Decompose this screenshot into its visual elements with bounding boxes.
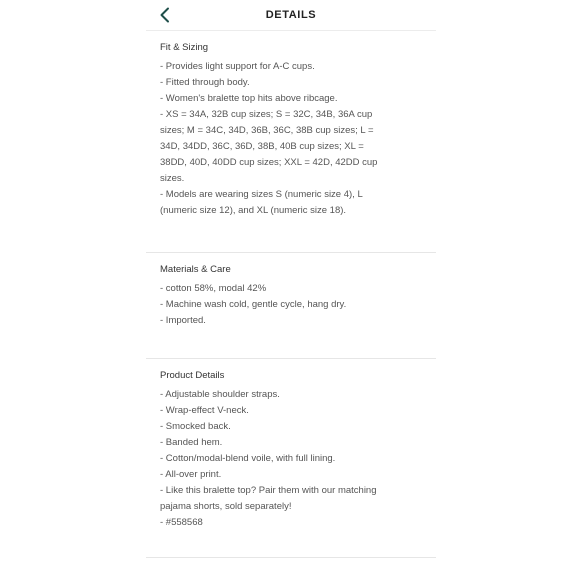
detail-line: - Cotton/modal-blend voile, with full lining. <box>160 453 336 464</box>
fit-and-sizing-section <box>146 31 436 253</box>
detail-line: - cotton 58%, modal 42% <box>160 283 267 294</box>
detail-line: 34D, 34DD, 36C, 36D, 38B, 40B cup sizes; XL = <box>160 141 364 152</box>
detail-line: - Fitted through body. <box>160 77 250 88</box>
detail-line: - Smocked back. <box>160 421 231 432</box>
details-screen <box>146 0 436 580</box>
detail-line: - #558568 <box>160 517 203 528</box>
section-title: Fit & Sizing <box>160 42 209 53</box>
detail-line: - Banded hem. <box>160 437 223 448</box>
detail-line: sizes; M = 34C, 34D, 36B, 36C, 38B cup sizes; L = <box>160 125 374 136</box>
page-title: DETAILS <box>265 9 317 21</box>
detail-line: - Imported. <box>160 315 206 326</box>
detail-line: - Machine wash cold, gentle cycle, hang dry. <box>160 299 347 310</box>
detail-line: - Like this bralette top? Pair them with our matching <box>160 485 377 496</box>
section-title: Product Details <box>160 370 225 381</box>
detail-line: pajama shorts, sold separately! <box>160 501 292 512</box>
product-details-section <box>146 359 436 558</box>
section-title: Materials & Care <box>160 264 231 275</box>
detail-line: - XS = 34A, 32B cup sizes; S = 32C, 34B, 36A cup <box>160 109 373 120</box>
detail-line: - All-over print. <box>160 469 222 480</box>
materials-and-care-section <box>146 253 436 359</box>
detail-line: - Provides light support for A-C cups. <box>160 61 315 72</box>
detail-line: - Adjustable shoulder straps. <box>160 389 280 400</box>
detail-line: (numeric size 12), and XL (numeric size 18). <box>160 205 347 216</box>
back-button[interactable] <box>154 4 176 26</box>
detail-line: - Models are wearing sizes S (numeric size 4), L <box>160 189 363 200</box>
detail-line: - Women's bralette top hits above ribcage. <box>160 93 338 104</box>
chevron-left-icon <box>159 7 171 23</box>
detail-line: - Wrap-effect V-neck. <box>160 405 249 416</box>
detail-line: 38DD, 40D, 40DD cup sizes; XXL = 42D, 42DD cup <box>160 157 378 168</box>
top-bar <box>146 0 436 31</box>
detail-line: sizes. <box>160 173 185 184</box>
